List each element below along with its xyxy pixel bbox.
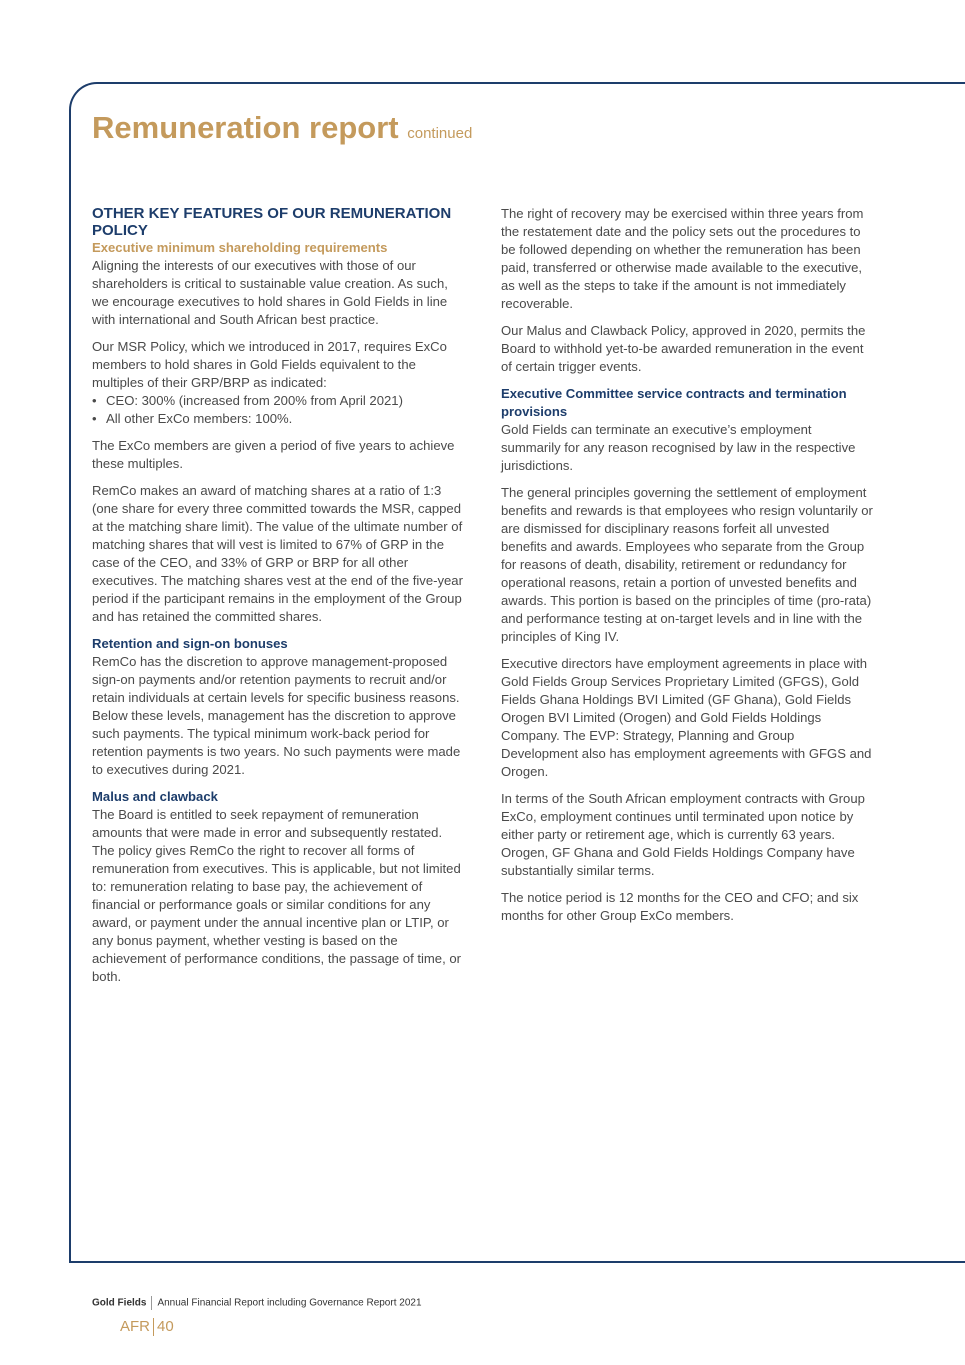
right-column bbox=[501, 205, 873, 934]
msr-bullet-list bbox=[92, 392, 464, 428]
footer-section: AFR bbox=[120, 1318, 150, 1335]
retention-heading: Retention and sign-on bonuses bbox=[92, 636, 288, 651]
msr-paragraph-3: The ExCo members are given a period of five years to achieve these multiples. bbox=[92, 438, 455, 471]
msr-bullet-item: • CEO: 300% (increased from 200% from April 2021) bbox=[92, 392, 464, 410]
footer-report-name: Annual Financial Report including Governance Report 2021 bbox=[157, 1297, 422, 1309]
footer-divider bbox=[151, 1296, 152, 1310]
msr-bullet-item: • All other ExCo members: 100%. bbox=[92, 410, 464, 428]
recovery-paragraph: The right of recovery may be exercised within three years from the restatement date and the policy sets out the procedures to be followed depending on whether the remuneration has been paid, transferred or otherwise made available to the executive, as well as the steps to take if the amount is not immediately recoverable. bbox=[501, 206, 864, 311]
page-number: 40 bbox=[157, 1318, 174, 1335]
section-heading: OTHER KEY FEATURES OF OUR REMUNERATION POLICY bbox=[92, 205, 452, 239]
contracts-heading: Executive Committee service contracts and termination provisions bbox=[501, 386, 847, 419]
footer-brand: Gold Fields bbox=[92, 1297, 147, 1309]
footer-brand-line bbox=[92, 1296, 422, 1310]
msr-paragraph-4: RemCo makes an award of matching shares at a ratio of 1:3 (one share for every three committed towards the MSR, capped at the matching share limit). The value of the ultimate number of matching shares that will vest is limited to 67% of GRP in the case of the CEO, and 33% of GRP or BRP for all other executives. The matching shares vest at the end of the five-year period if the participant remains in the employment of the Group and has retained the committed shares. bbox=[92, 483, 463, 624]
page-title bbox=[92, 110, 472, 146]
malus-paragraph: The Board is entitled to seek repayment of remuneration amounts that were made in error and subsequently restated. The policy gives RemCo the right to recover all forms of remuneration from executives. This is applicable, but not limited to: remuneration relating to base pay, the achievement of financial or performance goals or similar conditions for any award, or payment under the annual incentive plan or LTIP, or any bonus payment, whether vesting is based on the achievement of performance conditions, the passage of time, or both. bbox=[92, 807, 462, 984]
msr-paragraph-1: Aligning the interests of our executives with those of our shareholders is critical to sustainable value creation. As such, we encourage executives to hold shares in Gold Fields in line with international and South African best practice. bbox=[92, 258, 448, 327]
clawback-policy-paragraph: Our Malus and Clawback Policy, approved in 2020, permits the Board to withhold yet-to-be awarded remuneration in the event of certain trigger events. bbox=[501, 323, 866, 374]
title-continued: continued bbox=[407, 125, 473, 142]
title-text: Remuneration report bbox=[92, 110, 399, 145]
sa-contracts-paragraph: In terms of the South African employment contracts with Group ExCo, employment continues until terminated upon notice by either party or retirement age, which is currently 63 years. Orogen, GF Ghana and Gold Fields Holdings Company have substantially similar terms. bbox=[501, 791, 865, 878]
msr-heading: Executive minimum shareholding requirements bbox=[92, 240, 388, 255]
footer-page-marker bbox=[120, 1318, 174, 1336]
retention-paragraph: RemCo has the discretion to approve management-proposed sign-on payments and/or retention payments to recruit and/or retain individuals at certain levels for specific business reasons. Below these levels, management has the discretion to approve such payments. The typical minimum work-back period for retention payments is two years. No such payments were made to executives during 2021. bbox=[92, 654, 461, 777]
page-divider bbox=[153, 1318, 154, 1336]
notice-period-paragraph: The notice period is 12 months for the CEO and CFO; and six months for other Group ExCo members. bbox=[501, 890, 859, 923]
msr-paragraph-2: Our MSR Policy, which we introduced in 2017, requires ExCo members to hold shares in Gold Fields equivalent to the multiples of their GRP/BRP as indicated: bbox=[92, 339, 447, 390]
settlement-paragraph: The general principles governing the settlement of employment benefits and rewards is that employees who resign voluntarily or are dismissed for disciplinary reasons forfeit all unvested benefits and awards. Employees who separate from the Group for reasons of death, disability, retirement or redundancy for operational reasons, retain a portion of unvested benefits and awards. This portion is based on the principles of time (pro-rata) and performance testing at on-target levels and in line with the principles of King IV. bbox=[501, 485, 873, 644]
agreements-paragraph: Executive directors have employment agreements in place with Gold Fields Group Services Proprietary Limited (GFGS), Gold Fields Ghana Holdings BVI Limited (GF Ghana), Gold Fields Orogen BVI Limited (Orogen) and Gold Fields Holdings Company. The EVP: Strategy, Planning and Group Development also has employment agreements with GFGS and Orogen. bbox=[501, 656, 872, 779]
termination-paragraph: Gold Fields can terminate an executive’s employment summarily for any reason recognised by law in the respective jurisdictions. bbox=[501, 422, 856, 473]
left-column bbox=[92, 205, 464, 995]
malus-heading: Malus and clawback bbox=[92, 789, 218, 804]
